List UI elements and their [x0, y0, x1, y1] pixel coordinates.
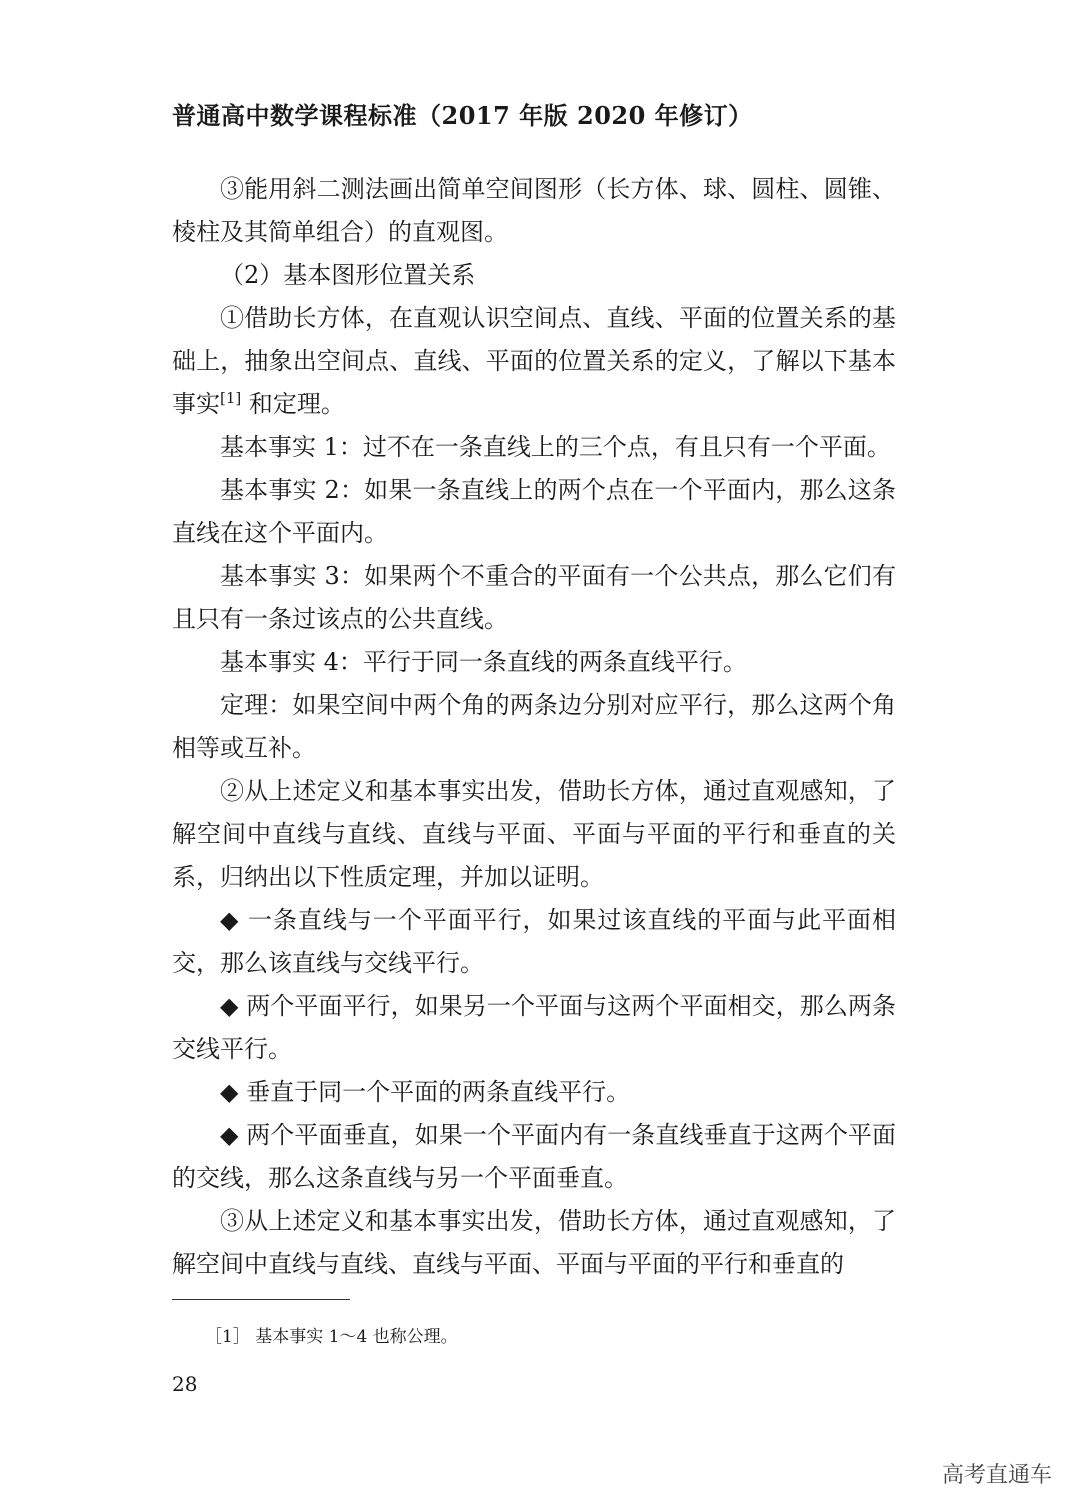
property-theorem-4: ◆ 两个平面垂直，如果一个平面内有一条直线垂直于这两个平面的交线，那么这条直线与另一个平面垂直。: [172, 1121, 896, 1192]
paragraph-oblique-drawing: ③能用斜二测法画出简单空间图形（长方体、球、圆柱、圆锥、棱柱及其简单组合）的直观图。: [172, 175, 896, 246]
property-theorem-1: ◆ 一条直线与一个平面平行，如果过该直线的平面与此平面相交，那么该直线与交线平行。: [172, 906, 896, 977]
body-text: [172, 168, 896, 1286]
page-header-title: 普通高中数学课程标准（2017 年版 2020 年修订）: [172, 101, 753, 130]
section-heading-position-relations: （2）基本图形位置关系: [220, 261, 476, 289]
basic-fact-2: 基本事实 2：如果一条直线上的两个点在一个平面内，那么这条直线在这个平面内。: [172, 476, 896, 547]
footnote-divider: [172, 1299, 350, 1300]
footnote-text: ［1］ 基本事实 1～4 也称公理。: [205, 1327, 458, 1347]
basic-fact-3: 基本事实 3：如果两个不重合的平面有一个公共点，那么它们有且只有一条过该点的公共直线。: [172, 562, 896, 633]
theorem-angles: 定理：如果空间中两个角的两条边分别对应平行，那么这两个角相等或互补。: [172, 691, 896, 762]
property-theorem-3: ◆ 垂直于同一个平面的两条直线平行。: [220, 1078, 631, 1106]
basic-fact-1: 基本事实 1：过不在一条直线上的三个点，有且只有一个平面。: [220, 433, 891, 461]
paragraph-parallel-perpendicular: ②从上述定义和基本事实出发，借助长方体，通过直观感知，了解空间中直线与直线、直线与平面、平面与平面的平行和垂直的关系，归纳出以下性质定理，并加以证明。: [172, 777, 896, 891]
paragraph-cuboid-intro-text: ①借助长方体，在直观认识空间点、直线、平面的位置关系的基础上，抽象出空间点、直线、平面的位置关系的定义，了解以下基本事实: [172, 304, 896, 418]
paragraph-cuboid-intro-tail: 和定理。: [241, 390, 345, 418]
page-number: 28: [172, 1372, 198, 1396]
watermark-label: 高考直通车: [941, 1463, 1052, 1488]
basic-fact-4: 基本事实 4：平行于同一条直线的两条直线平行。: [220, 648, 747, 676]
footnote-reference: [1]: [220, 389, 242, 407]
paragraph-continued: ③从上述定义和基本事实出发，借助长方体，通过直观感知，了解空间中直线与直线、直线与平面、平面与平面的平行和垂直的: [172, 1207, 896, 1278]
property-theorem-2: ◆ 两个平面平行，如果另一个平面与这两个平面相交，那么两条交线平行。: [172, 992, 896, 1063]
paragraph-cuboid-intro: [172, 297, 896, 426]
